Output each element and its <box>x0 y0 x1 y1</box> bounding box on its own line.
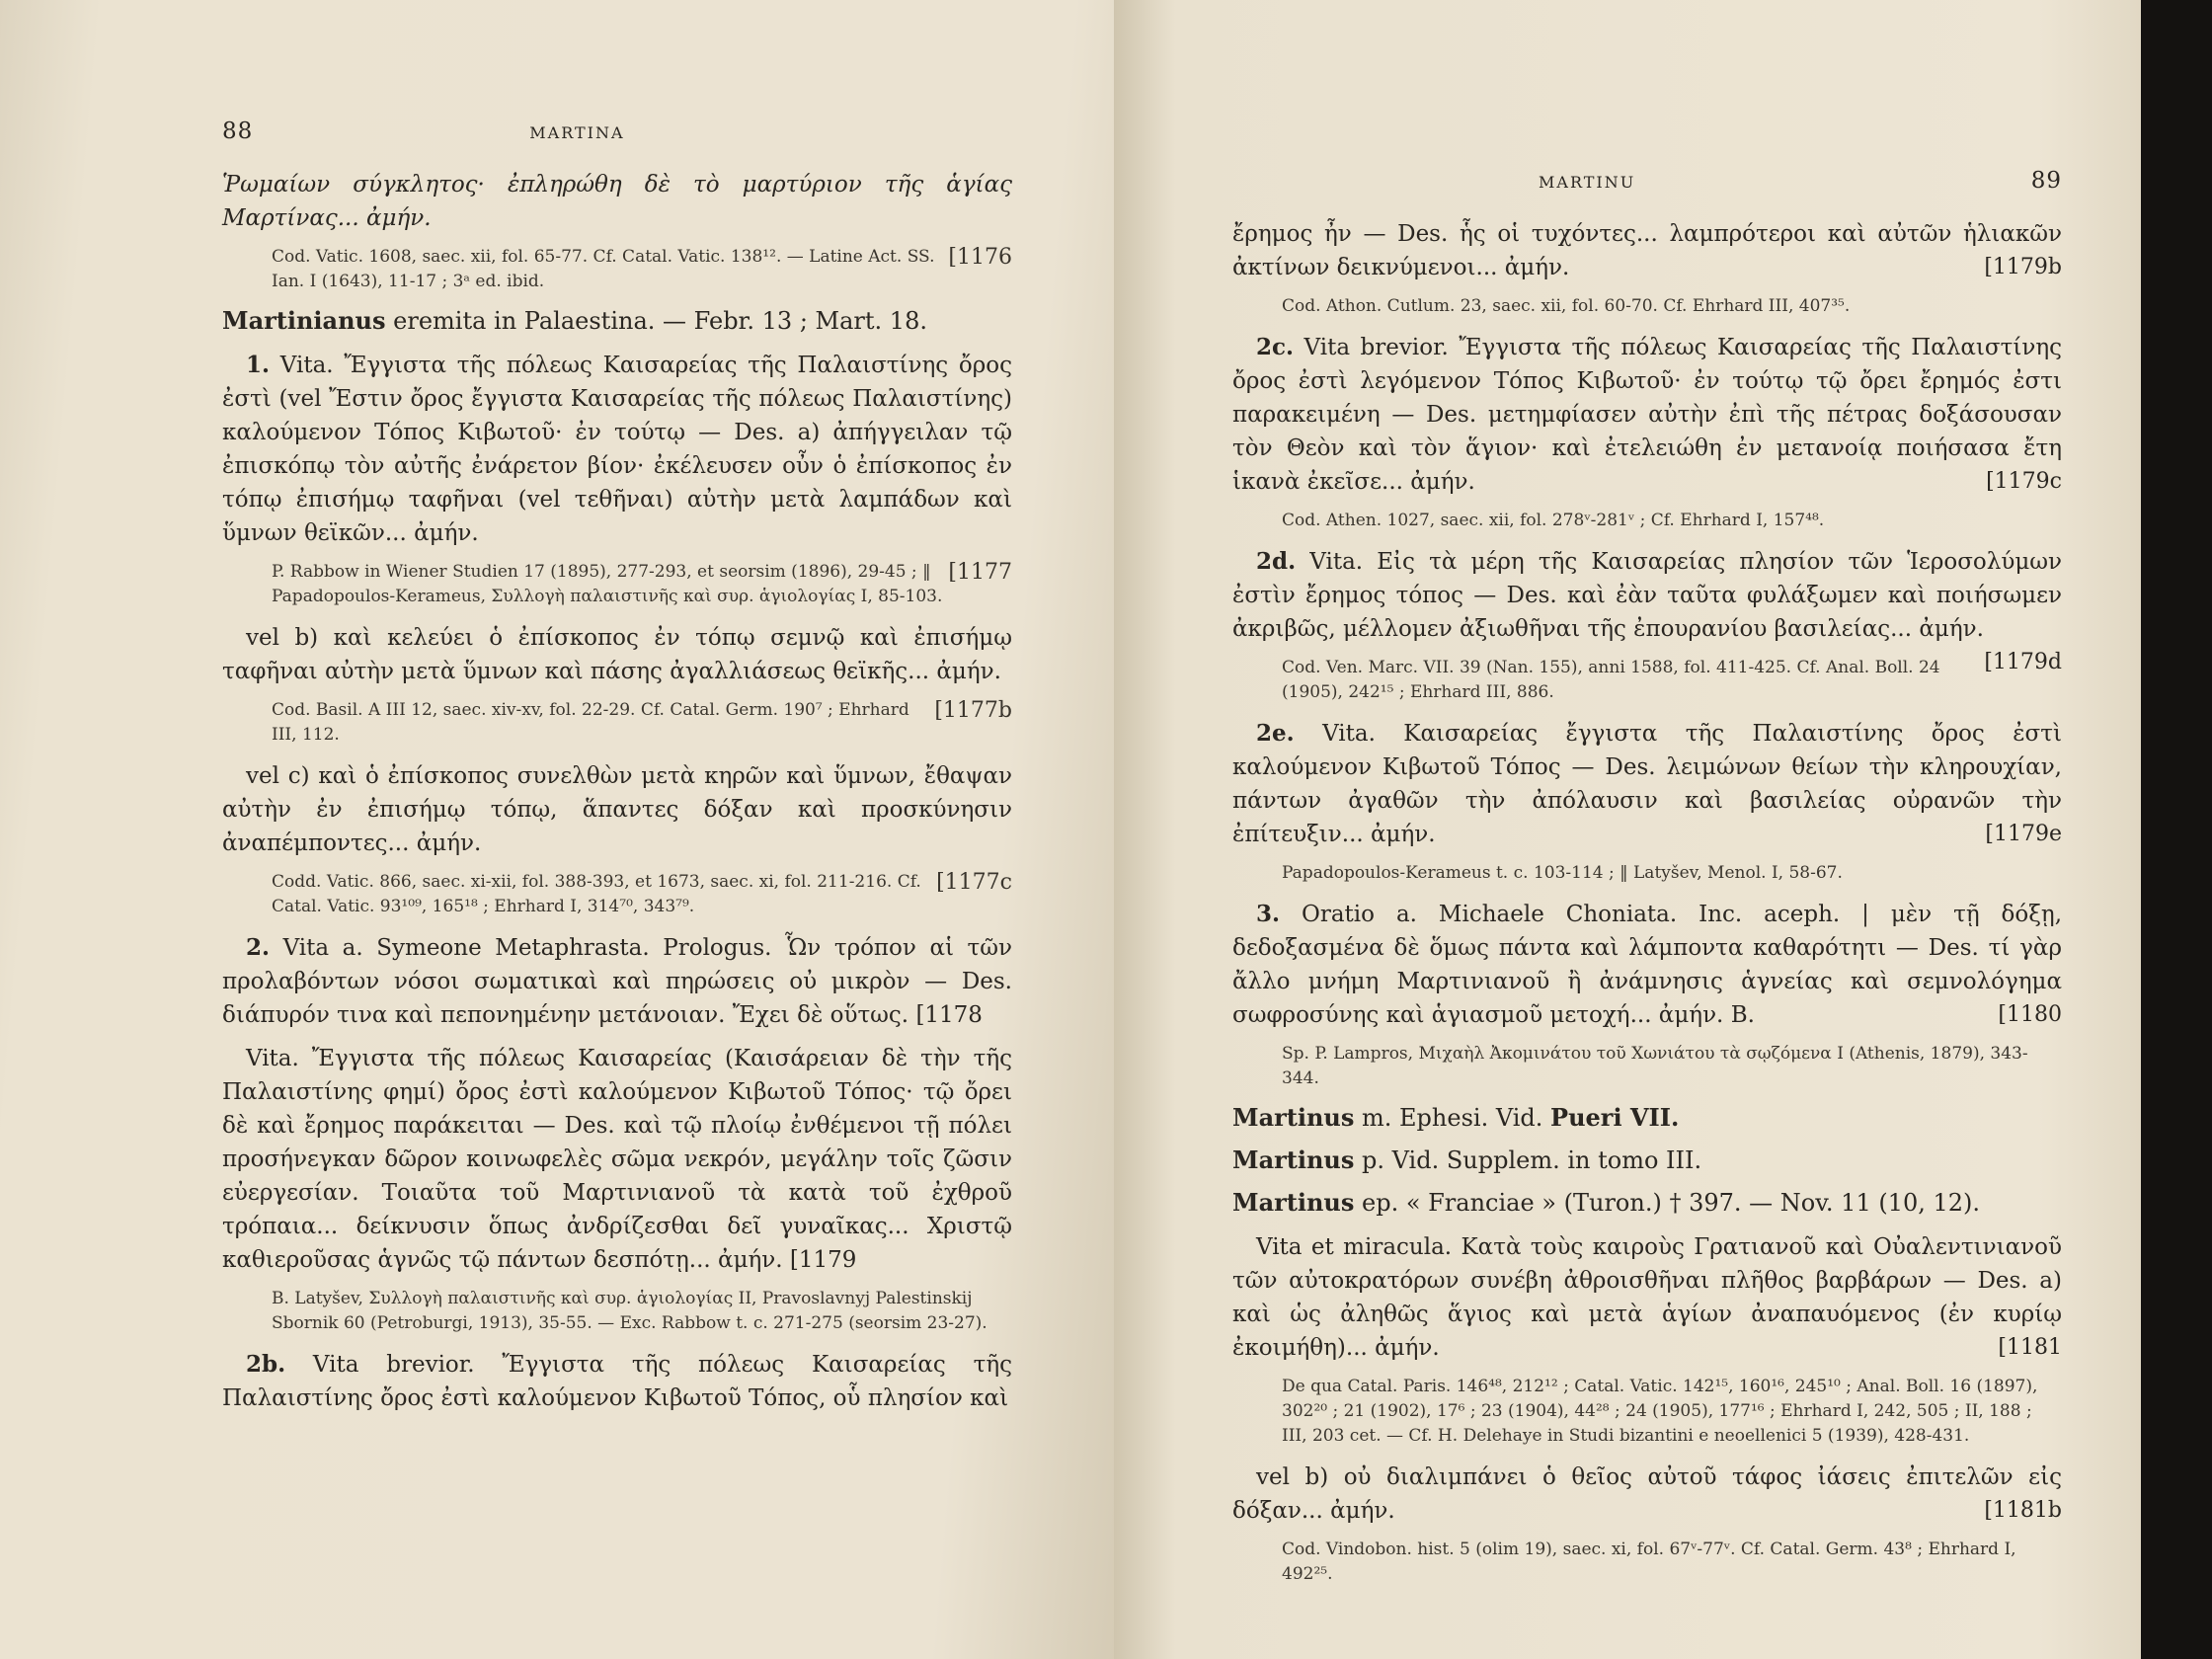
item-number: 2e. <box>1256 720 1295 747</box>
saint-description: m. Ephesi. Vid. <box>1362 1104 1551 1132</box>
item-number: 2c. <box>1256 334 1295 360</box>
paragraph-text: Vita. Ἔγγιστα τῆς πόλεως Καισαρείας (Καισάρειαν δὲ τὴν τῆς Παλαιστίνης φημί) ὄρος ἐστὶ καλούμενον Κιβωτοῦ Τόπος· τῷ ὄρει δὲ καὶ ἔρημος παράκειται — Des. καὶ τῷ πλοίῳ ἐνθέμενοι τῇ πόλει προσήνεγκαν δῶρον κοινωφελὲς σῶμα νεκρόν, μεγάλην τοῖς ζῶσιν εὐεργεσίαν. Τοιαῦτα τοῦ Μαρτινιανοῦ τὰ κατὰ τοῦ ἐχθροῦ τρόπαια... δείκνυσιν ὅπως ἀνδρίζεσθαι δεῖ γυναῖκας... Χριστῷ καθιεροῦσας ἁγνῶς τῷ πάντων δεσπότῃ... ἀμήν. <box>222 1046 1012 1273</box>
paragraph-text: Vita et miracula. Κατὰ τοὺς καιροὺς Γρατιανοῦ καὶ Οὐαλεντινιανοῦ τῶν αὐτοκρατόρων συνέβη ἀθροισθῆναι πλῆθος βαρβάρων — Des. a) καὶ ὡς ἀληθῶς ἅγιος καὶ μετὰ ἁγίων ἀναπαυόμενος (ἐν κυρίῳ ἐκοιμήθη)... ἀμήν. <box>1232 1234 2062 1361</box>
saint-name: Martinus <box>1232 1146 1355 1174</box>
reference-note: Papadopoulos-Kerameus t. c. 103-114 ; ‖ Latyšev, Menol. I, 58-67. <box>1282 863 1843 883</box>
reference-text: Cod. Basil. A III 12, saec. xiv-xv, fol. 22-29. Cf. Catal. Germ. 190⁷ ; Ehrhard III, 112. <box>272 700 909 745</box>
bhg-number: [1181b <box>1984 1498 2062 1523</box>
paragraph <box>1232 717 2062 851</box>
saint-name: Martinus <box>1232 1103 1355 1132</box>
paragraph-text: Vita a. Symeone Metaphrasta. Prologus. Ὧν τρόπον αἱ τῶν προλαβόντων νόσοι σωματικαὶ καὶ πηρώσεις οὐ μικρὸν — Des. διάπυρόν τινα καὶ πεπονημένην μετάνοιαν. Ἔχει δὲ οὕτως. <box>222 935 1013 1028</box>
reference-note <box>272 698 1012 748</box>
item-number: 2d. <box>1256 548 1297 575</box>
bhg-number: [1176 <box>948 245 1012 270</box>
bhg-number: [1179c <box>1986 469 2062 494</box>
saint-name: Martinus <box>1232 1188 1355 1217</box>
page-number-right: 89 <box>2030 168 2062 194</box>
paragraph <box>1232 1461 2062 1528</box>
paragraph <box>1232 331 2062 499</box>
paragraph <box>222 1348 1012 1415</box>
reference-note: Sp. P. Lampros, Μιχαὴλ Ἀκομινάτου τοῦ Χωνιάτου τὰ σῳζόμενα I (Athenis, 1879), 343-344. <box>1282 1044 2028 1088</box>
paragraph <box>1232 1230 2062 1365</box>
entry-heading <box>1232 1188 2062 1217</box>
reference-text: Codd. Vatic. 866, saec. xi-xii, fol. 388-393, et 1673, saec. xi, fol. 211-216. Cf. Catal. Vatic. 93¹⁰⁹, 165¹⁸ ; Ehrhard I, 314⁷⁰, 343⁷⁹. <box>272 872 921 916</box>
cross-reference: Pueri VII. <box>1550 1103 1680 1132</box>
paragraph <box>222 349 1012 550</box>
text-line: Ῥωμαίων σύγκλητος· ἐπληρώθη δὲ τὸ μαρτύριον τῆς ἁγίας Μαρτίνας... ἀμήν. <box>222 172 1012 231</box>
paragraph: vel b) καὶ κελεύει ὁ ἐπίσκοπος ἐν τόπῳ σεμνῷ καὶ ἐπισήμῳ ταφῆναι αὐτὴν μετὰ ὕμνων καὶ πάσης ἀγαλλιάσεως θεϊκῆς... ἀμήν. <box>222 625 1012 684</box>
bhg-number: [1179e <box>1985 822 2062 846</box>
bhg-number: [1179 <box>789 1247 857 1273</box>
reference-note: B. Latyšev, Συλλογὴ παλαιστινῆς καὶ συρ. ἁγιολογίας II, Pravoslavnyj Palestinskij Sbornik 60 (Petroburgi, 1913), 35-55. — Exc. Rabbow t. c. 271-275 (seorsim 23-27). <box>272 1289 988 1333</box>
reference-note <box>272 870 1012 919</box>
right-running-head <box>1232 168 2062 194</box>
running-title-right: MARTINU <box>1539 173 1636 192</box>
paragraph <box>1232 898 2062 1032</box>
reference-text: P. Rabbow in Wiener Studien 17 (1895), 277-293, et seorsim (1896), 29-45 ; ‖ Papadopoulos-Kerameus, Συλλογὴ παλαιστινῆς καὶ συρ. ἁγιολογίας I, 85-103. <box>272 562 943 606</box>
paragraph-text: Vita. Καισαρείας ἔγγιστα τῆς Παλαιστίνης ὄρος ἐστὶ καλούμενον Κιβωτοῦ Τόπος — Des. λειμώνων θείων τὴν κληρουχίαν, πάντων ἀγαθῶν τὴν ἀπόλαυσιν καὶ βασιλείας οὐρανῶν τὴν ἐπίτευξιν... ἀμήν. <box>1232 721 2063 847</box>
left-running-head <box>222 118 1012 144</box>
reference-note: Cod. Vindobon. hist. 5 (olim 19), saec. xi, fol. 67ᵛ-77ᵛ. Cf. Catal. Germ. 43⁸ ; Ehrhard I, 492²⁵. <box>1282 1540 2016 1584</box>
paragraph <box>1232 545 2063 674</box>
paragraph-text: Vita. Εἰς τὰ μέρη τῆς Καισαρείας πλησίον τῶν Ἱεροσολύμων ἐστὶν ἔρημος τόπος — Des. καὶ ἐὰν ταῦτα φυλάξωμεν καὶ ποιήσωμεν ἀκριβῶς, μέλλομεν ἀξιωθῆναι τῆς ἐπουρανίου βασιλείας... ἀμήν. <box>1232 549 2063 642</box>
paragraph <box>222 1042 1012 1277</box>
item-number: 1. <box>246 352 271 378</box>
right-page <box>1114 0 2141 1659</box>
entry-heading <box>1232 1146 2062 1174</box>
reference-note: Cod. Ven. Marc. VII. 39 (Nan. 155), anni 1588, fol. 411-425. Cf. Anal. Boll. 24 (1905), 242¹⁵ ; Ehrhard III, 886. <box>1282 658 1940 702</box>
page-number-left: 88 <box>222 118 254 144</box>
reference-note <box>272 560 1012 609</box>
bhg-number: [1179b <box>1984 255 2062 279</box>
entry-heading <box>222 306 1012 335</box>
running-title-left: MARTINA <box>529 123 625 142</box>
margin-note: B. <box>1730 1002 1755 1028</box>
paragraph-text: Oratio a. Michaele Choniata. Inc. aceph. | μὲν τῇ δόξῃ, δεδοξασμένα δὲ ὅμως πάντα καὶ λάμποντα καθαρότητι — Des. τί γὰρ ἄλλο μνήμη Μαρτινιανοῦ ἢ ἀνάμνησις ἁγνείας καὶ σεμνολόγημα σωφροσύνης καὶ ἁγιασμοῦ μετοχή... ἀμήν. <box>1232 902 2063 1028</box>
reference-note <box>272 245 1012 294</box>
reference-note: Cod. Athen. 1027, saec. xii, fol. 278ᵛ-281ᵛ ; Cf. Ehrhard I, 157⁴⁸. <box>1282 511 1825 530</box>
paragraph-text: Vita. Ἔγγιστα τῆς πόλεως Καισαρείας τῆς Παλαιστίνης ὄρος ἐστὶ (vel Ἔστιν ὄρος ἔγγιστα Καισαρείας τῆς πόλεως Παλαιστίνης) καλούμενον Τόπος Κιβωτοῦ· ἐν τούτῳ — Des. a) ἀπήγγειλαν τῷ ἐπισκόπῳ τὸν αὐτῆς ἐνάρετον βίον· ἐκέλευσεν οὖν ὁ ἐπίσκοπος ἐν τόπῳ ἐπισήμῳ ταφῆναι (vel τεθῆναι) αὐτὴν μετὰ λαμπάδων καὶ ὕμνων θεϊκῶν... ἀμήν. <box>222 353 1013 546</box>
bhg-number: [1181 <box>1998 1335 2062 1360</box>
saint-description: p. Vid. Supplem. in tomo III. <box>1362 1146 1702 1174</box>
item-number: 2b. <box>246 1351 286 1378</box>
bhg-number: [1177 <box>948 560 1012 585</box>
paragraph-text: vel b) οὐ διαλιμπάνει ὁ θεῖος αὐτοῦ τάφος ἰάσεις ἐπιτελῶν εἰς δόξαν... ἀμήν. <box>1232 1464 2062 1524</box>
bhg-number: [1179d <box>1984 650 2062 674</box>
item-number: 3. <box>1256 901 1281 927</box>
bhg-number: [1177c <box>936 870 1012 895</box>
reference-note: Cod. Athon. Cutlum. 23, saec. xii, fol. 60-70. Cf. Ehrhard III, 407³⁵. <box>1282 296 1851 316</box>
paragraph <box>222 931 1012 1032</box>
bhg-number: [1180 <box>1998 1002 2062 1027</box>
paragraph: vel c) καὶ ὁ ἐπίσκοπος συνελθὼν μετὰ κηρῶν καὶ ὕμνων, ἔθαψαν αὐτὴν ἐν ἐπισήμῳ τόπῳ, ἅπαντες δόξαν καὶ προσκύνησιν ἀναπέμποντες... ἀμήν. <box>222 763 1012 856</box>
entry-heading <box>1232 1103 2062 1132</box>
paragraph <box>1232 217 2062 284</box>
paragraph-text: Vita brevior. Ἔγγιστα τῆς πόλεως Καισαρείας τῆς Παλαιστίνης ὄρος ἐστὶ καλούμενον Κιβωτοῦ Τόπος, οὗ πλησίον καὶ <box>222 1352 1013 1411</box>
saint-name: Martinianus <box>222 306 386 335</box>
bhg-number: [1178 <box>915 1002 983 1028</box>
item-number: 2. <box>246 934 271 961</box>
reference-note: De qua Catal. Paris. 146⁴⁸, 212¹² ; Catal. Vatic. 142¹⁵, 160¹⁶, 245¹⁰ ; Anal. Boll. 16 (1897), 302²⁰ ; 21 (1902), 17⁶ ; 23 (1904), 44²⁸ ; 24 (1905), 177¹⁶ ; Ehrhard I, 242, 505 ; II, 188 ; III, 203 cet. — Cf. H. Delehaye in Studi bizantini e neoellenici 5 (1939), 428-431. <box>1282 1377 2038 1446</box>
paragraph-text: Vita brevior. Ἔγγιστα τῆς πόλεως Καισαρείας τῆς Παλαιστίνης ὄρος ἐστὶ λεγόμενον Τόπος Κιβωτοῦ· ἐν τούτῳ τῷ ὄρει ἔρημός ἐστι παρακειμένη — Des. μετημφίασεν αὐτὴν ἐπὶ τῆς πέτρας δοξάσουσαν τὸν Θεὸν καὶ τὸν ἅγιον· καὶ ἐτελειώθη ἐν μετανοίᾳ ποιήσασα ἔτη ἱκανὰ ἐκεῖσε... ἀμήν. <box>1232 335 2063 495</box>
paragraph-text: ἔρημος ἦν — Des. ἧς οἱ τυχόντες... λαμπρότεροι καὶ αὐτῶν ἡλιακῶν ἀκτίνων δεικνύμενοι... ἀμήν. <box>1232 221 2062 280</box>
saint-description: eremita in Palaestina. — Febr. 13 ; Mart. 18. <box>393 307 927 335</box>
saint-description: ep. « Franciae » (Turon.) † 397. — Nov. 11 (10, 12). <box>1362 1189 1981 1217</box>
bhg-number: [1177b <box>934 698 1012 723</box>
reference-text: Cod. Vatic. 1608, saec. xii, fol. 65-77. Cf. Catal. Vatic. 138¹². — Latine Act. SS. Ian. I (1643), 11-17 ; 3ᵃ ed. ibid. <box>272 247 935 291</box>
